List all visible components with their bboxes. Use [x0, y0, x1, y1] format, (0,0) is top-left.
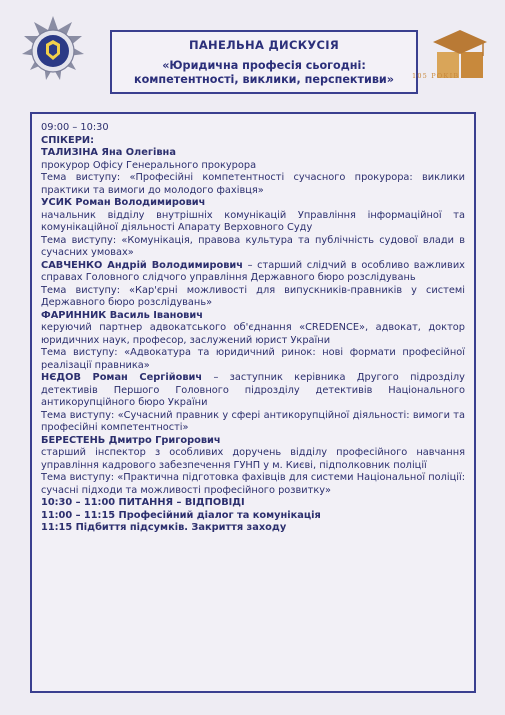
qa-session: 10:30 – 11:00 ПИТАННЯ – ВІДПОВІДІ: [41, 497, 245, 508]
graduation-cap-icon: [425, 26, 495, 96]
header: [16, 12, 489, 96]
speaker-6-topic: Тема виступу: «Практична підготовка фахівців для системи Національної поліції: сучасні підходи та можливості професійного розвитку»: [41, 472, 465, 496]
university-emblem-icon: [16, 14, 90, 88]
title-box: [110, 30, 418, 94]
speaker-5-name: НЄДОВ Роман Сергійович: [41, 372, 203, 383]
speaker-3: [41, 260, 465, 285]
speaker-5-topic: Тема виступу: «Сучасний правник у сфері антикорупційної діяльності: вимоги та професійні компетентності»: [41, 409, 465, 433]
speaker-5-role: – заступник керівника Другого підрозділу детективів Першого Головного підрозділу детективів Національного антикорупційного бюро України: [41, 372, 465, 408]
subtitle-line-2: компетентності, виклики, перспективи»: [134, 73, 394, 86]
speaker-2-role: начальник відділу внутрішніх комунікацій Управління інформаційної та комунікаційної діяльності Апарату Верховного Суду: [41, 209, 465, 233]
speaker-2-name: УСИК Роман Володимирович: [41, 197, 206, 208]
speaker-3-topic: Тема виступу: «Кар'єрні можливості для випускників-правників у системі Державного бюро розслідувань»: [41, 284, 465, 308]
speaker-6-role: старший інспектор з особливих доручень відділу професійного навчання управління кадрового забезпечення ГУНП у м. Києві, підполковник поліції: [41, 447, 465, 471]
closing-session: 11:15 Підбиття підсумків. Закриття заходу: [41, 522, 287, 533]
speaker-1-name: ТАЛИЗІНА Яна Олегівна: [41, 147, 176, 158]
dialog-session: 11:00 – 11:15 Професійний діалог та комунікація: [41, 509, 321, 521]
speaker-4-topic: Тема виступу: «Адвокатура та юридичний ринок: нові формати професійної реалізації правника»: [41, 347, 465, 371]
speaker-2-topic: Тема виступу: «Комунікація, правова культура та публічність судової влади в сучасних умовах»: [41, 234, 465, 258]
speaker-4-role: керуючий партнер адвокатського об'єднання «CREDENCE», адвокат, доктор юридичних наук, професор, заслужений юрист України: [41, 322, 465, 346]
speakers-label: СПІКЕРИ:: [41, 134, 95, 146]
time-start: 09:00 – 10:30: [41, 122, 109, 133]
speaker-3-role: – старший слідчий в особливо важливих справах Головного слідчого управління Державного бюро розслідувань: [41, 259, 465, 283]
speaker-1-role: прокурор Офісу Генерального прокурора: [41, 159, 257, 171]
speaker-6-name: БЕРЕСТЕНЬ Дмитро Григорович: [41, 434, 221, 446]
speaker-3-name: САВЧЕНКО Андрій Володимирович: [41, 259, 243, 271]
anniversary-label: 105 РОКІВ: [412, 72, 460, 80]
speaker-1-topic: Тема виступу: «Професійні компетентності сучасного прокурора: виклики практики та вимоги до молодого фахівця»: [41, 172, 465, 196]
subtitle-line-1: «Юридична професія сьогодні:: [162, 59, 366, 72]
speaker-5: [41, 372, 465, 410]
program-box: [30, 112, 476, 693]
speaker-4-name: ФАРИННИК Василь Іванович: [41, 309, 203, 321]
page-title: ПАНЕЛЬНА ДИСКУСІЯ: [188, 38, 340, 52]
